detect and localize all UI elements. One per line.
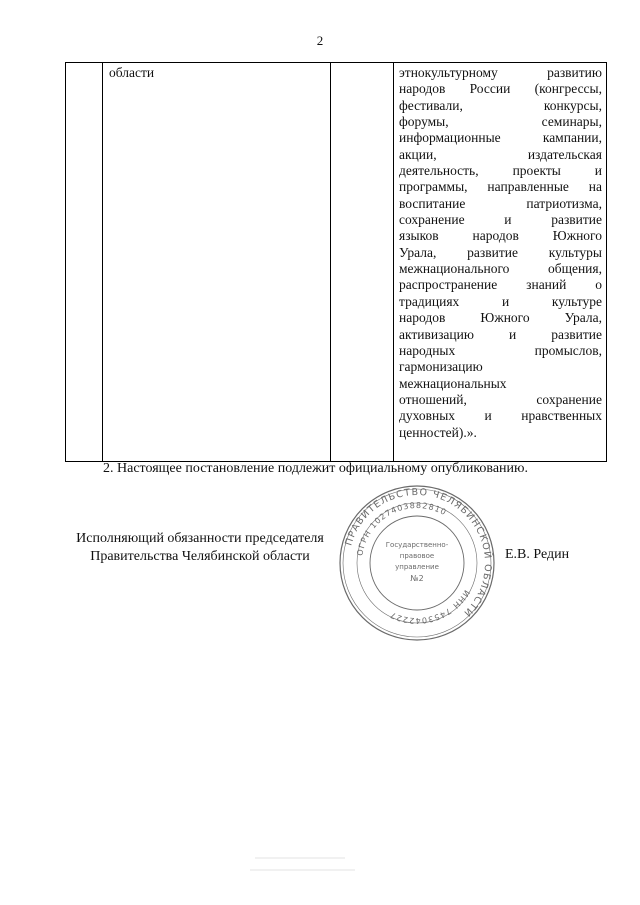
description-line: языков народов Южного	[399, 228, 602, 244]
description-line: активизацию и развитие	[399, 326, 602, 342]
seal-center-line2: правовое	[399, 552, 435, 560]
signatory-title	[60, 530, 340, 566]
description-line: сохранение и развитие	[399, 212, 602, 228]
description-line: межнациональных	[399, 375, 507, 391]
signatory-title-line2: Правительства Челябинской области	[90, 549, 310, 564]
table-cell-number	[66, 63, 103, 462]
seal-ogrn-text: ОГРН 1027403882810	[355, 500, 449, 557]
official-seal	[337, 483, 497, 643]
seal-outer-text: ПРАВИТЕЛЬСТВО ЧЕЛЯБИНСКОЙ ОБЛАСТИ	[343, 486, 494, 620]
description-line: деятельность, проекты и	[399, 163, 602, 179]
description-line: народов России (конгрессы,	[399, 81, 602, 97]
description-line: гармонизацию	[399, 359, 483, 375]
description-line: форумы, семинары,	[399, 114, 602, 130]
description-line: фестивали, конкурсы,	[399, 97, 602, 113]
description-line: Урала, развитие культуры	[399, 244, 602, 260]
table-cell-description	[394, 63, 607, 462]
page-number: 2	[316, 33, 324, 48]
description-line: народов Южного Урала,	[399, 310, 602, 326]
table-row	[66, 63, 607, 462]
document-table	[65, 62, 607, 462]
description-line: информационные кампании,	[399, 130, 602, 146]
seal-center-line3: управление	[395, 563, 439, 571]
cell-text-region: области	[109, 65, 155, 80]
description-line: народных промыслов,	[399, 342, 602, 358]
table-cell-empty	[331, 63, 394, 462]
description-line: ценностей).».	[399, 424, 477, 440]
table-cell-name	[103, 63, 331, 462]
description-line: традициях и культуре	[399, 293, 602, 309]
signatory-title-line1: Исполняющий обязанности председателя	[76, 531, 324, 546]
description-line: акции, издательская	[399, 146, 602, 162]
description-line: межнационального общения,	[399, 261, 602, 277]
description-line: духовных и нравственных	[399, 408, 602, 424]
description-line: программы, направленные на	[399, 179, 602, 195]
seal-center-line1: Государственно-	[385, 541, 449, 549]
signatory-name: Е.В. Редин	[505, 547, 570, 562]
publication-paragraph: 2. Настоящее постановление подлежит официальному опубликованию.	[103, 461, 528, 476]
description-line: распространение знаний о	[399, 277, 602, 293]
seal-center-line4: №2	[410, 574, 424, 583]
description-line: отношений, сохранение	[399, 391, 602, 407]
seal-inn-text: ИНН 7453042227	[388, 588, 472, 626]
description-text	[399, 65, 602, 441]
description-line: этнокультурному развитию	[399, 65, 602, 80]
faint-print-artifact	[230, 850, 370, 880]
description-line: воспитание патриотизма,	[399, 195, 602, 211]
